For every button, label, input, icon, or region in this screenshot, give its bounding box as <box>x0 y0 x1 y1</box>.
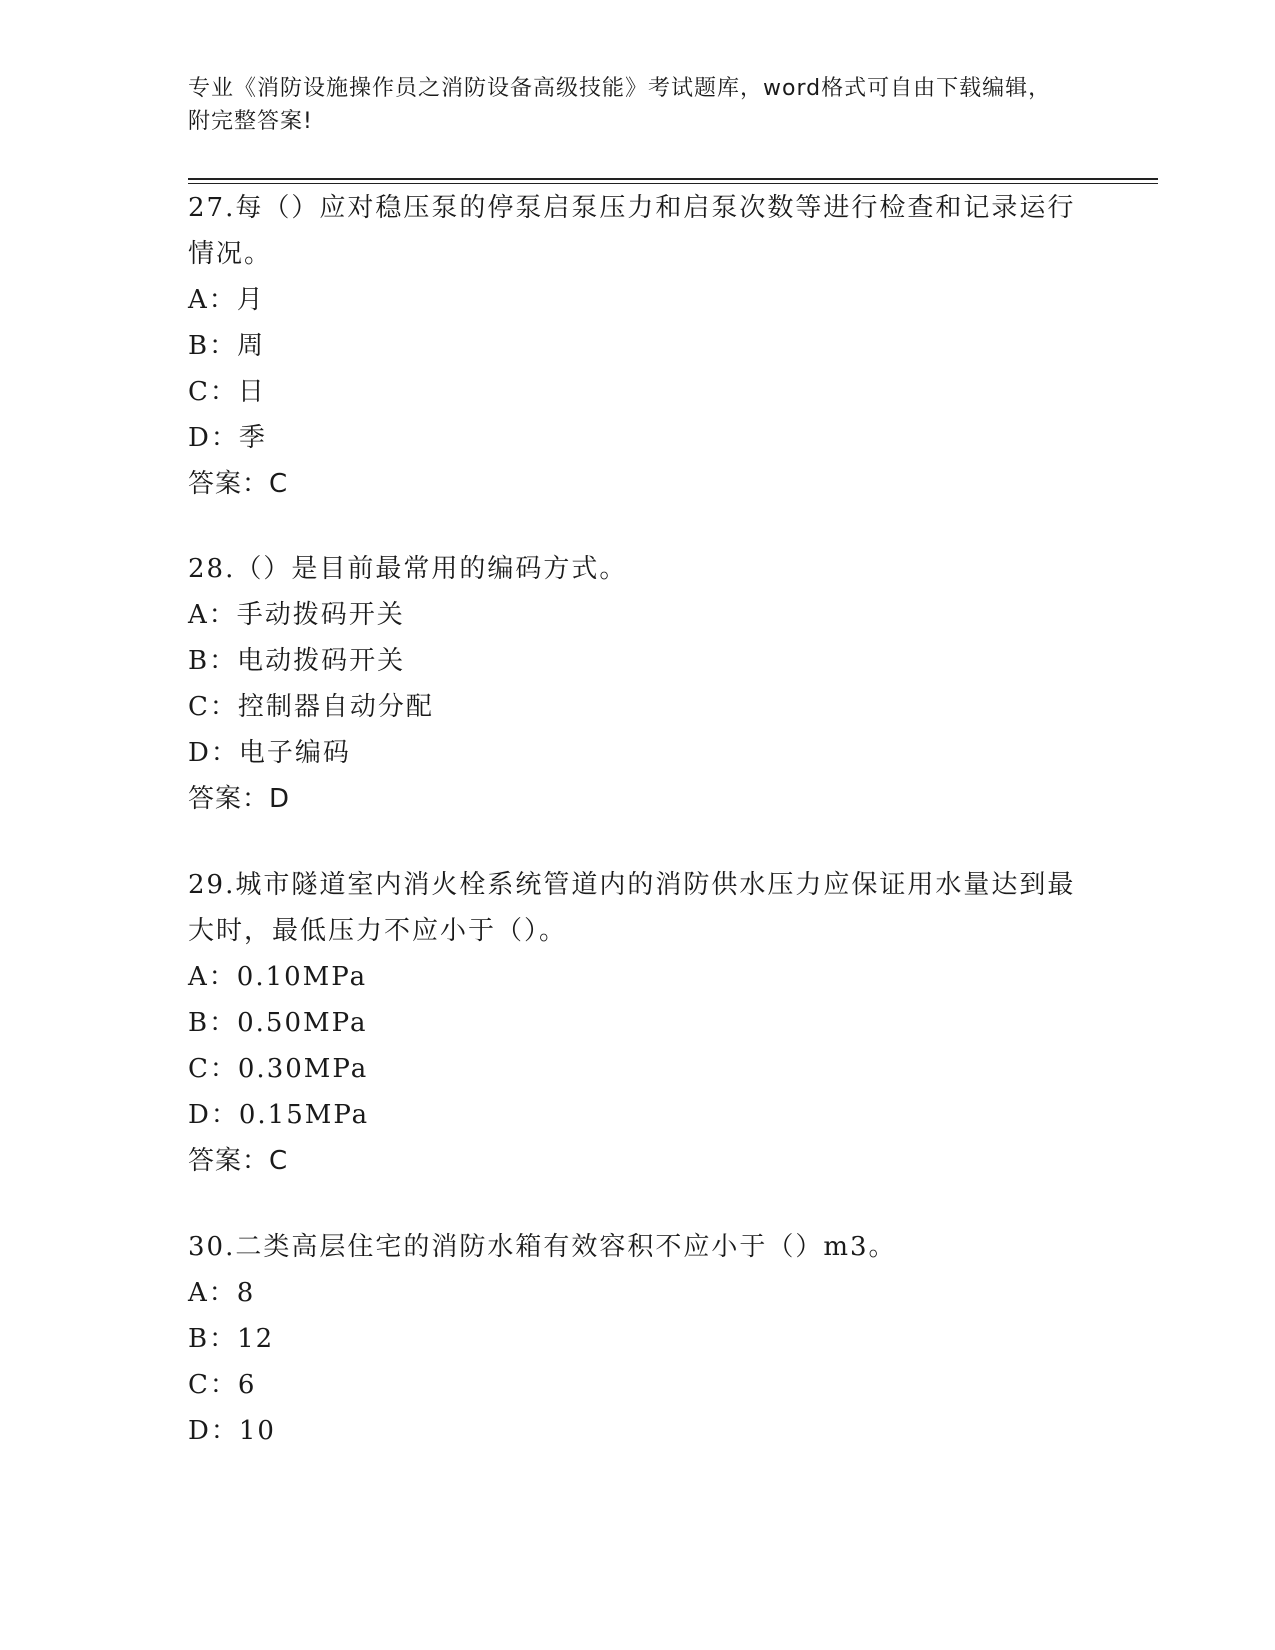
option-c: C：控制器自动分配 <box>188 692 434 722</box>
answer: 答案：C <box>188 1146 289 1176</box>
option-b: B：12 <box>188 1324 275 1354</box>
question-stem: 30.二类高层住宅的消防水箱有效容积不应小于（）m3。 <box>188 1232 897 1262</box>
option-a: A：8 <box>188 1278 256 1308</box>
question-29 <box>188 862 1088 1184</box>
header-divider-thin <box>188 183 1158 184</box>
question-27 <box>188 185 1088 507</box>
option-a: A：0.10MPa <box>188 962 368 992</box>
answer: 答案：C <box>188 469 289 499</box>
question-28 <box>188 546 1088 822</box>
option-b: B：周 <box>188 331 266 361</box>
option-c: C：日 <box>188 377 266 407</box>
option-d: D：10 <box>188 1416 276 1446</box>
option-c: C：0.30MPa <box>188 1054 369 1084</box>
question-stem: 28.（）是目前最常用的编码方式。 <box>188 554 628 584</box>
option-d: D：电子编码 <box>188 738 351 768</box>
header-divider <box>188 178 1158 180</box>
option-b: B：电动拨码开关 <box>188 646 406 676</box>
option-c: C：6 <box>188 1370 257 1400</box>
option-b: B：0.50MPa <box>188 1008 368 1038</box>
option-d: D：季 <box>188 423 267 453</box>
document-header: 专业《消防设施操作员之消防设备高级技能》考试题库，word格式可自由下载编辑，附完整答案! <box>188 76 1052 134</box>
option-a: A：手动拨码开关 <box>188 600 405 630</box>
answer: 答案：D <box>188 784 291 814</box>
option-a: A：月 <box>188 285 265 315</box>
option-d: D：0.15MPa <box>188 1100 370 1130</box>
question-stem: 29.城市隧道室内消火栓系统管道内的消防供水压力应保证用水量达到最大时，最低压力不应小于（）。 <box>188 870 1076 946</box>
question-30 <box>188 1224 1088 1454</box>
question-stem: 27.每（）应对稳压泵的停泵启泵压力和启泵次数等进行检查和记录运行情况。 <box>188 193 1076 269</box>
